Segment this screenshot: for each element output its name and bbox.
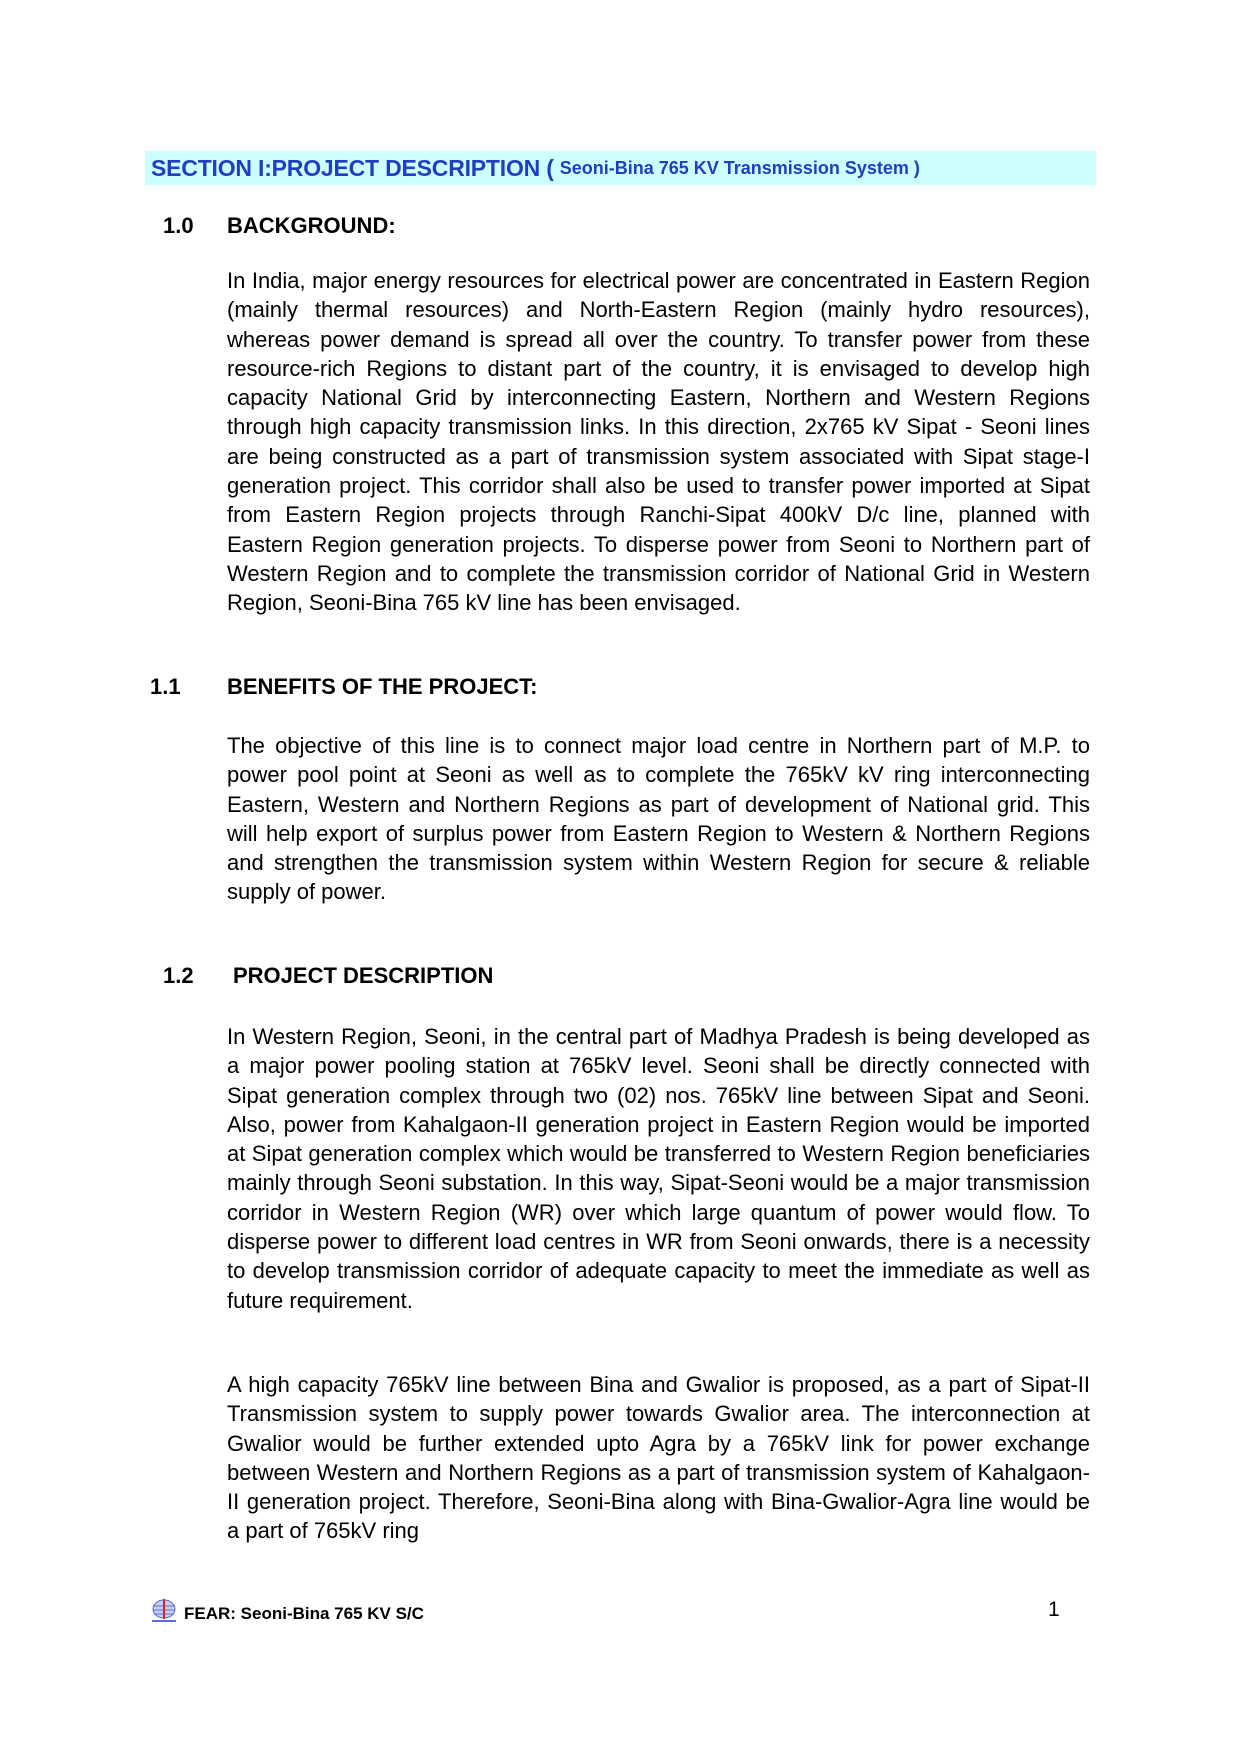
heading-text: BACKGROUND: <box>227 213 396 238</box>
heading-number: 1.1 <box>150 674 181 699</box>
heading-background <box>163 213 396 239</box>
heading-number: 1.2 <box>163 963 194 988</box>
heading-benefits <box>150 674 537 700</box>
heading-text: PROJECT DESCRIPTION <box>233 963 494 988</box>
heading-project-description <box>163 963 493 989</box>
organization-logo-icon <box>150 1598 178 1629</box>
footer-document-label: FEAR: Seoni-Bina 765 KV S/C <box>184 1603 424 1623</box>
paragraph-project-description-2: A high capacity 765kV line between Bina and Gwalior is proposed, as a part of Sipat-II Transmission system to supply power towards Gwalior area. The interconnection at Gwalior would be further extended upto Agra by a 765kV link for power exchange between Western and Northern Regions as a part of transmission system of Kahalgaon-II generation project. Therefore, Seoni-Bina along with Bina-Gwalior-Agra line would be a part of 765kV ring <box>227 1372 1090 1544</box>
page-number: 1 <box>1048 1598 1060 1621</box>
section-title: SECTION I:PROJECT DESCRIPTION ( <box>151 154 554 181</box>
page-footer <box>150 1598 424 1629</box>
section-title-band <box>145 151 1096 185</box>
paragraph-project-description-1: In Western Region, Seoni, in the central part of Madhya Pradesh is being developed as a major power pooling station at 765kV level. Seoni shall be directly connected with Sipat generation complex through two (02) nos. 765kV line between Sipat and Seoni. Also, power from Kahalgaon-II generation project in Eastern Region would be imported at Sipat generation complex which would be transferred to Western Region beneficiaries mainly through Seoni substation. In this way, Sipat-Seoni would be a major transmission corridor in Western Region (WR) over which large quantum of power would flow. To disperse power to different load centres in WR from Seoni onwards, there is a necessity to develop transmission corridor of adequate capacity to meet the immediate as well as future requirement. <box>227 1024 1090 1313</box>
paragraph-background: In India, major energy resources for electrical power are concentrated in Eastern Region (mainly thermal resources) and North-Eastern Region (mainly hydro resources), whereas power demand is spread all over the country. To transfer power from these resource-rich Regions to distant part of the country, it is envisaged to develop high capacity National Grid by interconnecting Eastern, Northern and Western Regions through high capacity transmission links. In this direction, 2x765 kV Sipat - Seoni lines are being constructed as a part of transmission system associated with Sipat stage-I generation project. This corridor shall also be used to transfer power imported at Sipat from Eastern Region projects through Ranchi-Sipat 400kV D/c line, planned with Eastern Region generation projects. To disperse power from Seoni to Northern part of Western Region and to complete the transmission corridor of National Grid in Western Region, Seoni-Bina 765 kV line has been envisaged. <box>227 268 1090 616</box>
section-subtitle: Seoni-Bina 765 KV Transmission System ) <box>559 157 920 178</box>
heading-text: BENEFITS OF THE PROJECT: <box>227 674 538 699</box>
heading-number: 1.0 <box>163 213 194 238</box>
paragraph-benefits: The objective of this line is to connect major load centre in Northern part of M.P. to power pool point at Seoni as well as to complete the 765kV kV ring interconnecting Eastern, Western and Northern Regions as part of development of National grid. This will help export of surplus power from Eastern Region to Western & Northern Regions and strengthen the transmission system within Western Region for secure & reliable supply of power. <box>227 733 1090 905</box>
